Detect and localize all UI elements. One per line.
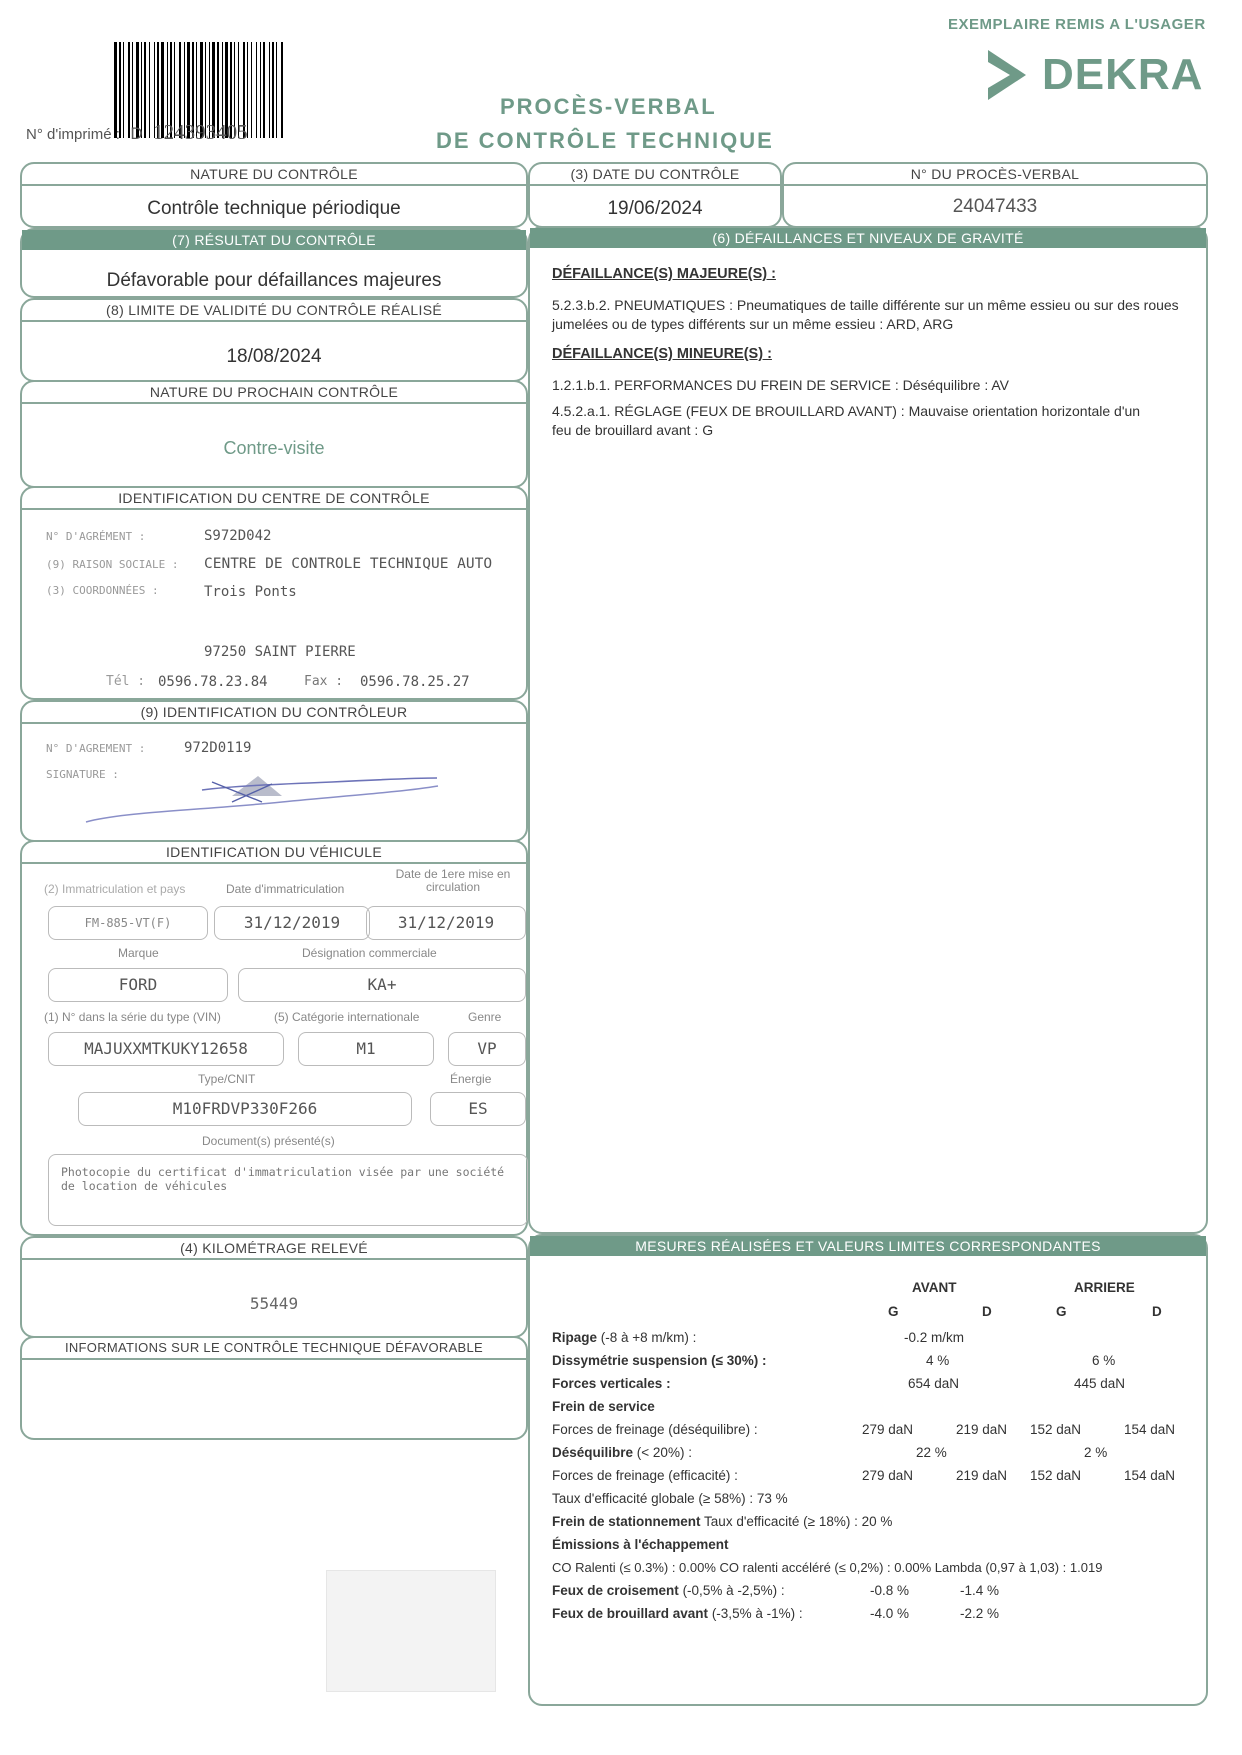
measures-header: MESURES RÉALISÉES ET VALEURS LIMITES CORRESPONDANTES xyxy=(530,1236,1206,1256)
first-circ-label: Date de 1ere mise en circulation xyxy=(395,867,511,894)
marque-field: FORD xyxy=(48,968,228,1002)
minor-item-0: 1.2.1.b.1. PERFORMANCES DU FREIN DE SERVICE : Déséquilibre : AV xyxy=(552,377,1009,393)
center-address2: 97250 SAINT PIERRE xyxy=(204,644,356,660)
dekra-logo xyxy=(984,48,1204,104)
barcode-bar xyxy=(256,42,257,138)
col-arriere-d: D xyxy=(1152,1304,1162,1319)
col-arriere: ARRIERE xyxy=(1074,1280,1135,1295)
measures-box xyxy=(528,1234,1208,1706)
dekra-arrow-icon xyxy=(984,48,1030,104)
minor-item-1: 4.5.2.a.1. RÉGLAGE (FEUX DE BROUILLARD AVANT) : Mauvaise orientation horizontale d'un feu de brouillard avant : G xyxy=(552,403,1141,438)
taux-global: Taux d'efficacité globale (≥ 58%) : 73 % xyxy=(552,1491,788,1506)
center-fax: 0596.78.25.27 xyxy=(360,674,470,690)
forces-eff-ar-d: 154 daN xyxy=(1124,1468,1176,1483)
center-box xyxy=(20,486,528,700)
dissym-label: Dissymétrie suspension (≤ 30%) : xyxy=(552,1353,767,1368)
vin-label: (1) N° dans la série du type (VIN) xyxy=(44,1010,221,1024)
result-value: Défavorable pour défaillances majeures xyxy=(106,270,442,291)
forces-deseq-av-d: 219 daN xyxy=(956,1422,1008,1437)
defects-box xyxy=(528,226,1208,1234)
type-field: M10FRDVP330F266 xyxy=(78,1092,412,1126)
barcode-bar xyxy=(269,42,270,138)
major-item-0: 5.2.3.b.2. PNEUMATIQUES : Pneumatiques de taille différente sur un même essieu ou sur des roues jumelées ou de types différents sur un même essieu : ARD, ARG xyxy=(552,297,1179,332)
info-header: INFORMATIONS SUR LE CONTRÔLE TECHNIQUE DÉFAVORABLE xyxy=(22,1338,526,1360)
date-immat-label: Date d'immatriculation xyxy=(226,882,345,896)
next-control-value: Contre-visite xyxy=(223,438,325,458)
center-raison: CENTRE DE CONTROLE TECHNIQUE AUTO xyxy=(204,556,493,572)
docs-field xyxy=(48,1154,528,1226)
center-tel: 0596.78.23.84 xyxy=(158,674,268,690)
immat-label: (2) Immatriculation et pays xyxy=(44,882,186,896)
controller-box xyxy=(20,700,528,842)
barcode-bar xyxy=(272,42,274,138)
center-tel-label: Tél : xyxy=(106,674,146,689)
vin-field: MAJUXXMTKUKY12658 xyxy=(48,1032,284,1066)
forces-deseq-ar-g: 152 daN xyxy=(1030,1422,1082,1437)
signature-label: SIGNATURE : xyxy=(46,768,119,781)
deseq-arriere: 2 % xyxy=(1084,1445,1108,1460)
docs-text: Photocopie du certificat d'immatriculation visée par une société de location de véhicules xyxy=(61,1165,505,1193)
stamp-area xyxy=(326,1570,496,1692)
deseq-avant: 22 % xyxy=(916,1445,947,1460)
dissym-arriere: 6 % xyxy=(1092,1353,1116,1368)
dissym-avant: 4 % xyxy=(926,1353,950,1368)
pv-number-value: 24047433 xyxy=(952,196,1038,217)
title-line1: PROCÈS-VERBAL xyxy=(500,94,717,119)
forces-deseq-label: Forces de freinage (déséquilibre) : xyxy=(552,1422,758,1437)
col-avant: AVANT xyxy=(912,1280,957,1295)
date-value: 19/06/2024 xyxy=(607,198,703,219)
emissions-label: Émissions à l'échappement xyxy=(552,1537,729,1552)
croisement-d: -1.4 % xyxy=(960,1583,1000,1598)
designation-field: KA+ xyxy=(238,968,526,1002)
cat-label: (5) Catégorie internationale xyxy=(274,1010,420,1024)
forces-eff-av-d: 219 daN xyxy=(956,1468,1008,1483)
barcode-bar xyxy=(263,42,265,138)
controller-header: (9) IDENTIFICATION DU CONTRÔLEUR xyxy=(22,702,526,724)
center-fax-label: Fax : xyxy=(304,674,344,689)
forces-vert-avant: 654 daN xyxy=(908,1376,960,1391)
genre-label: Genre xyxy=(468,1010,502,1024)
forces-deseq-ar-d: 154 daN xyxy=(1124,1422,1176,1437)
vehicle-header: IDENTIFICATION DU VÉHICULE xyxy=(22,842,526,864)
major-title: DÉFAILLANCE(S) MAJEURE(S) : xyxy=(552,266,776,282)
print-number-value: 124393405 xyxy=(153,120,248,144)
controller-agrement: 972D0119 xyxy=(184,740,252,756)
co-line: CO Ralenti (≤ 0.3%) : 0.00% CO ralenti accéléré (≤ 0,2%) : 0.00% Lambda (0,97 à 1,03) : 1.019 xyxy=(552,1560,1103,1575)
category-field: M1 xyxy=(298,1032,434,1066)
barcode-bar xyxy=(281,42,283,138)
forces-vert-label: Forces verticales : xyxy=(552,1376,671,1391)
pv-number-header: N° DU PROCÈS-VERBAL xyxy=(784,164,1206,186)
ripage-value: -0.2 m/km xyxy=(904,1330,965,1345)
barcode-bar xyxy=(276,42,277,138)
energie-field: ES xyxy=(430,1092,526,1126)
col-avant-d: D xyxy=(982,1304,992,1319)
km-header: (4) KILOMÉTRAGE RELEVÉ xyxy=(22,1238,526,1260)
croisement-label: Feux de croisement (-0,5% à -2,5%) : xyxy=(552,1583,785,1598)
brand-name: DEKRA xyxy=(1042,50,1204,99)
print-number xyxy=(26,120,248,145)
col-avant-g: G xyxy=(888,1304,899,1319)
km-value: 55449 xyxy=(249,1294,299,1313)
minor-title: DÉFAILLANCE(S) MINEURE(S) : xyxy=(552,346,772,362)
validity-box xyxy=(20,298,528,382)
brouillard-g: -4.0 % xyxy=(870,1606,910,1621)
first-circ-field: 31/12/2019 xyxy=(366,906,526,940)
validity-header: (8) LIMITE DE VALIDITÉ DU CONTRÔLE RÉALISÉ xyxy=(22,300,526,322)
forces-eff-ar-g: 152 daN xyxy=(1030,1468,1082,1483)
nature-box xyxy=(20,162,528,228)
center-raison-label: (9) RAISON SOCIALE : xyxy=(46,558,179,571)
next-control-box xyxy=(20,380,528,488)
result-box xyxy=(20,228,528,298)
validity-value: 18/08/2024 xyxy=(226,346,322,367)
nature-header: NATURE DU CONTRÔLE xyxy=(22,164,526,186)
date-box xyxy=(528,162,782,228)
vehicle-box xyxy=(20,840,528,1236)
brouillard-d: -2.2 % xyxy=(960,1606,1000,1621)
next-control-header: NATURE DU PROCHAIN CONTRÔLE xyxy=(22,382,526,404)
designation-label: Désignation commerciale xyxy=(302,946,437,960)
barcode-bar xyxy=(260,42,261,138)
nature-value: Contrôle technique périodique xyxy=(147,198,401,219)
immat-field: FM-885-VT(F) xyxy=(48,906,208,940)
croisement-g: -0.8 % xyxy=(870,1583,910,1598)
signature-image xyxy=(82,762,442,832)
ripage-label: Ripage (-8 à +8 m/km) : xyxy=(552,1330,697,1345)
docs-label: Document(s) présenté(s) xyxy=(202,1134,335,1148)
forces-eff-label: Forces de freinage (efficacité) : xyxy=(552,1468,738,1483)
type-label: Type/CNIT xyxy=(198,1072,256,1086)
forces-vert-arriere: 445 daN xyxy=(1074,1376,1126,1391)
pv-number-box xyxy=(782,162,1208,228)
barcode-bar xyxy=(251,42,252,138)
center-agrement-label: N° D'AGRÉMENT : xyxy=(46,530,146,543)
result-header: (7) RÉSULTAT DU CONTRÔLE xyxy=(22,230,526,250)
km-box xyxy=(20,1236,528,1338)
forces-eff-av-g: 279 daN xyxy=(862,1468,914,1483)
frein-service-label: Frein de service xyxy=(552,1399,655,1414)
deseq-label: Déséquilibre (< 20%) : xyxy=(552,1445,692,1460)
defects-header: (6) DÉFAILLANCES ET NIVEAUX DE GRAVITÉ xyxy=(530,228,1206,248)
brouillard-label: Feux de brouillard avant (-3,5% à -1%) : xyxy=(552,1606,803,1621)
genre-field: VP xyxy=(448,1032,526,1066)
center-header: IDENTIFICATION DU CENTRE DE CONTRÔLE xyxy=(22,488,526,510)
center-address1: Trois Ponts xyxy=(204,584,297,600)
print-number-label: N° d'imprimé : xyxy=(26,126,120,143)
info-box xyxy=(20,1336,528,1440)
col-arriere-g: G xyxy=(1056,1304,1067,1319)
marque-label: Marque xyxy=(118,946,159,960)
copy-label: EXEMPLAIRE REMIS A L'USAGER xyxy=(948,16,1206,33)
date-immat-field: 31/12/2019 xyxy=(214,906,370,940)
controller-agrement-label: N° D'AGREMENT : xyxy=(46,742,146,755)
print-number-prefix: D xyxy=(130,124,143,143)
date-header: (3) DATE DU CONTRÔLE xyxy=(530,164,780,186)
stationnement: Frein de stationnement Taux d'efficacité (≥ 18%) : 20 % xyxy=(552,1514,893,1529)
center-coord-label: (3) COORDONNÉES : xyxy=(46,584,159,597)
forces-deseq-av-g: 279 daN xyxy=(862,1422,914,1437)
title-line2: DE CONTRÔLE TECHNIQUE xyxy=(436,128,774,153)
energie-label: Énergie xyxy=(450,1072,492,1086)
center-agrement: S972D042 xyxy=(204,528,272,544)
